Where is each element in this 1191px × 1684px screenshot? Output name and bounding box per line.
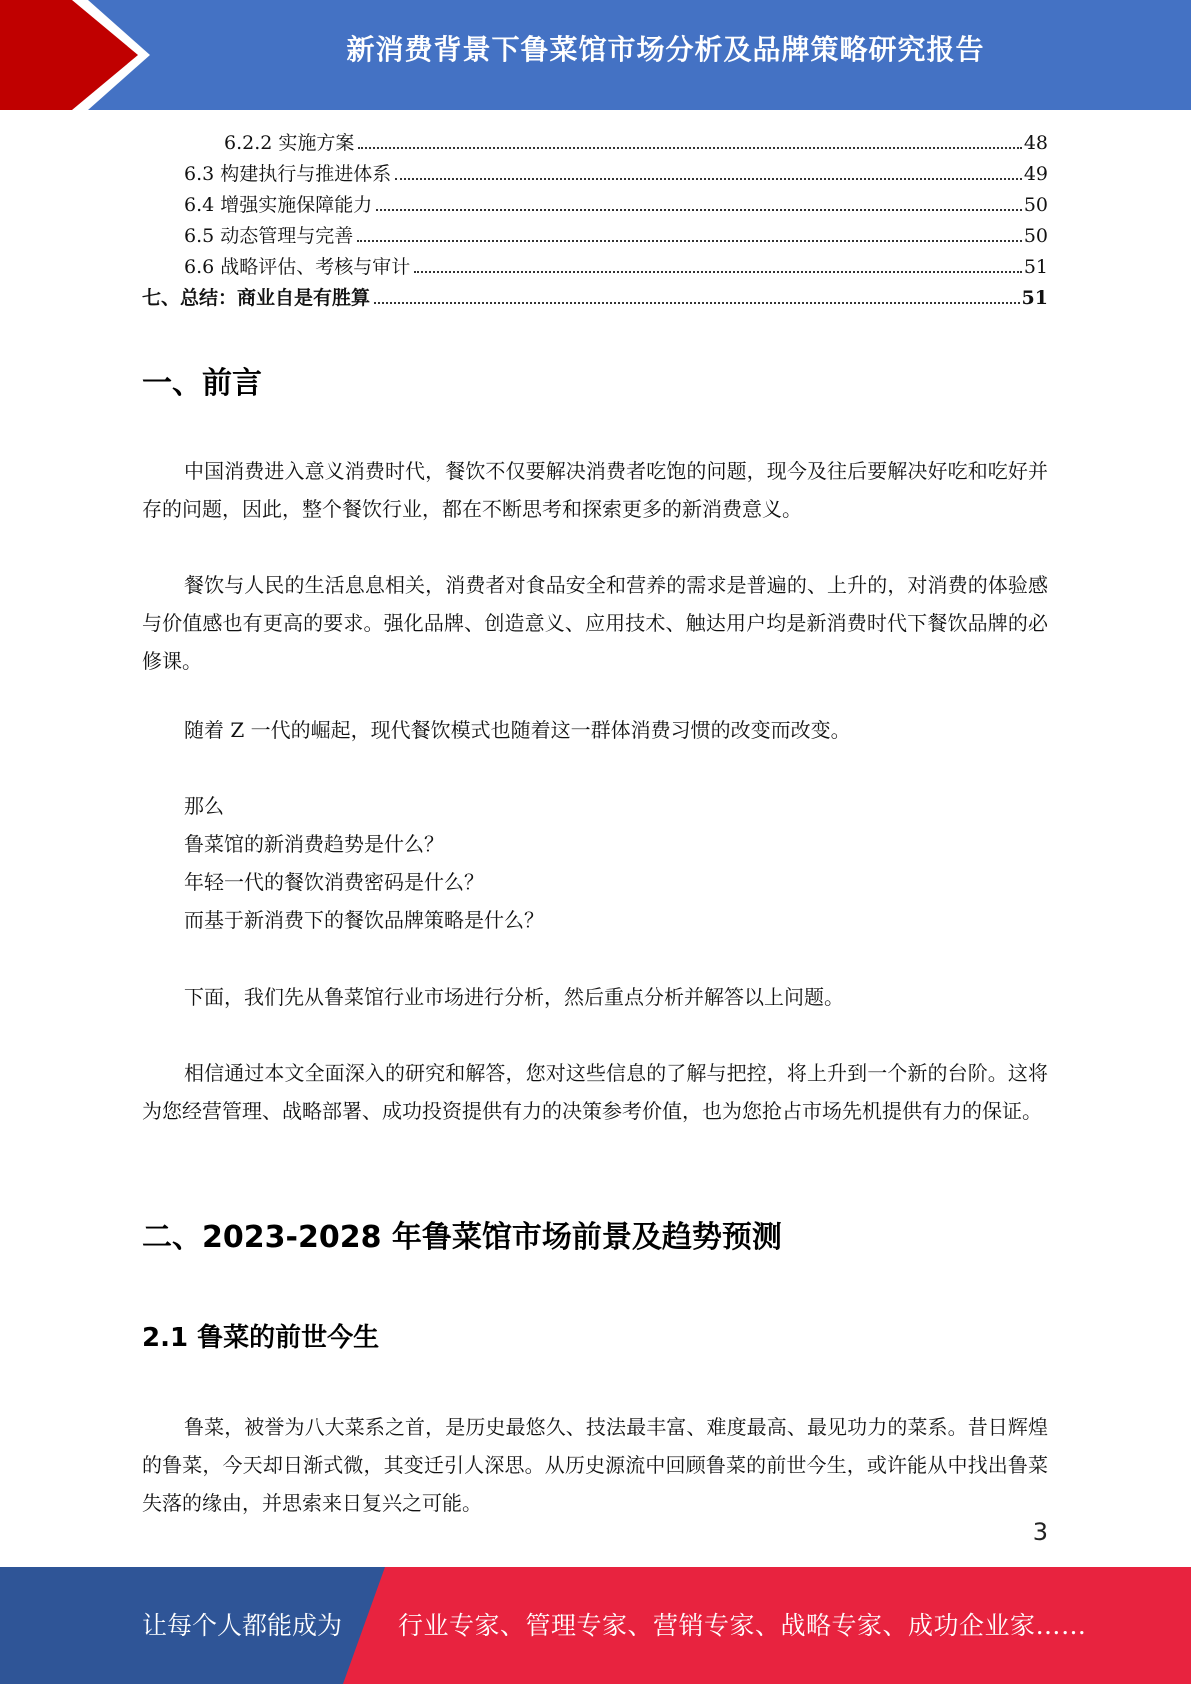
paragraph: 鲁菜，被誉为八大菜系之首，是历史最悠久、技法最丰富、难度最高、最见功力的菜系。昔日辉煌的鲁菜，今天却日渐式微，其变迁引人深思。从历史源流中回顾鲁菜的前世今生，或许能从中找出鲁菜失落的缘由，并思索来日复兴之可能。 [142, 1415, 1048, 1515]
toc-entry-label: 6.5 动态管理与完善 [184, 225, 354, 247]
toc-entry-page: 51 [1021, 287, 1048, 309]
page-number: 3 [1032, 1518, 1048, 1546]
toc-entry[interactable] [142, 252, 1048, 283]
paragraph: 餐饮与人民的生活息息相关，消费者对食品安全和营养的需求是普遍的、上升的，对消费的体验感与价值感也有更高的要求。强化品牌、创造意义、应用技术、触达用户均是新消费时代下餐饮品牌的必修课。 [142, 573, 1048, 673]
toc-entry-label: 6.2.2 实施方案 [224, 132, 355, 154]
paragraph: 中国消费进入意义消费时代，餐饮不仅要解决消费者吃饱的问题，现今及往后要解决好吃和吃好并存的问题，因此，整个餐饮行业，都在不断思考和探索更多的新消费意义。 [142, 459, 1048, 521]
header-banner [0, 0, 1191, 110]
toc-entry-page: 50 [1023, 194, 1048, 216]
toc-leader [376, 208, 1022, 211]
question-line: 鲁菜馆的新消费趋势是什么？ [184, 832, 444, 856]
toc-entry-chapter[interactable] [142, 283, 1048, 314]
toc-entry-label: 七、总结：商业自是有胜算 [142, 287, 371, 309]
paragraph: 相信通过本文全面深入的研究和解答，您对这些信息的了解与把控，将上升到一个新的台阶。这将为您经营管理、战略部署、成功投资提供有力的决策参考价值，也为您抢占市场先机提供有力的保证。 [142, 1061, 1048, 1123]
toc-leader [374, 301, 1020, 304]
toc-entry[interactable] [142, 128, 1048, 159]
toc-entry-label: 6.3 构建执行与推进体系 [184, 163, 392, 185]
footer-slogan-right: 行业专家、管理专家、营销专家、战略专家、成功企业家…… [398, 1611, 1087, 1640]
footer-banner [0, 1567, 1191, 1684]
report-title: 新消费背景下鲁菜馆市场分析及品牌策略研究报告 [346, 33, 985, 66]
subsection-heading: 2.1 鲁菜的前世今生 [142, 1323, 380, 1353]
toc-entry[interactable] [142, 221, 1048, 252]
toc-entry-label: 6.4 增强实施保障能力 [184, 194, 373, 216]
footer-slogan-left: 让每个人都能成为 [142, 1611, 343, 1640]
toc-entry-label: 6.6 战略评估、考核与审计 [184, 256, 411, 278]
toc-entry-page: 49 [1023, 163, 1048, 185]
paragraph: 下面，我们先从鲁菜馆行业市场进行分析，然后重点分析并解答以上问题。 [184, 985, 844, 1009]
toc-entry-page: 48 [1023, 132, 1048, 154]
toc-entry[interactable] [142, 190, 1048, 221]
question-line: 而基于新消费下的餐饮品牌策略是什么？ [184, 908, 544, 932]
toc-leader [414, 270, 1022, 273]
section-heading-preface: 一、前言 [142, 366, 262, 401]
paragraph: 随着 Z 一代的崛起，现代餐饮模式也随着这一群体消费习惯的改变而改变。 [184, 718, 851, 742]
header-arrow-shape [0, 0, 138, 110]
toc-leader [395, 177, 1022, 180]
toc-leader [358, 146, 1021, 149]
toc-entry[interactable] [142, 159, 1048, 190]
question-line: 年轻一代的餐饮消费密码是什么？ [184, 870, 484, 894]
section-heading-market-outlook: 二、2023-2028 年鲁菜馆市场前景及趋势预测 [142, 1220, 782, 1255]
toc-entry-page: 50 [1023, 225, 1048, 247]
table-of-contents [142, 128, 1048, 314]
toc-leader [357, 239, 1022, 242]
question-intro: 那么 [184, 794, 224, 818]
toc-entry-page: 51 [1023, 256, 1048, 278]
